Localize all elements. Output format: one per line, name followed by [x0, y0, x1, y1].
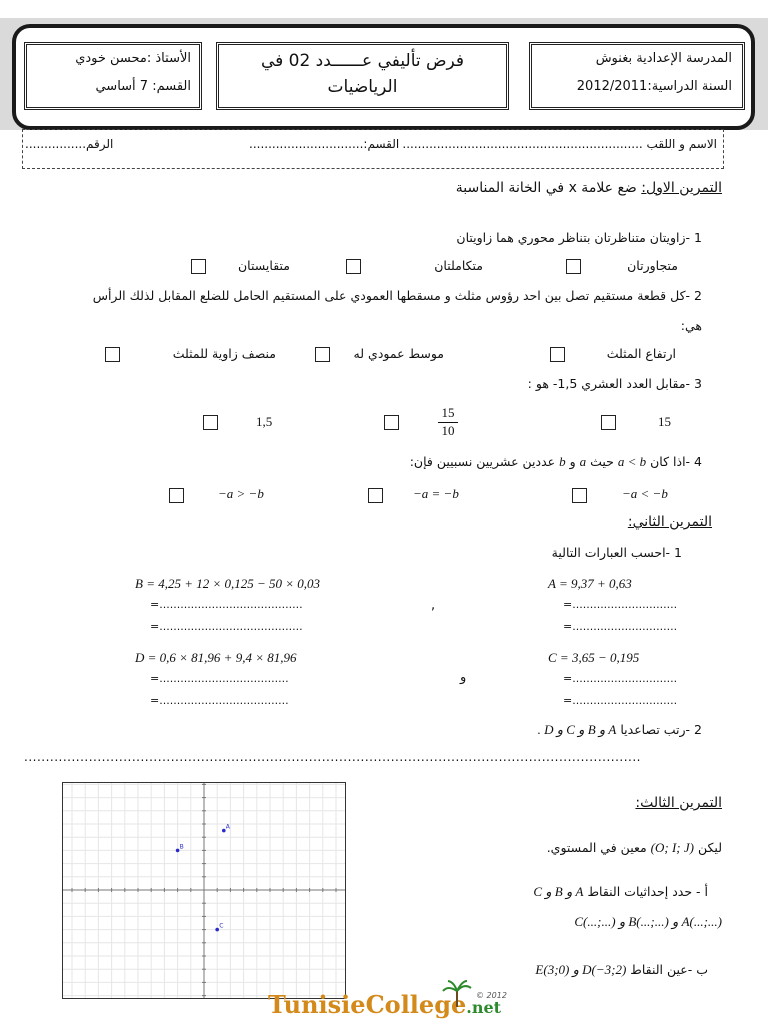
- expr-a: A = 9,37 + 0,63: [548, 576, 632, 591]
- ex3-intro-suffix: معين في المستوي.: [546, 840, 647, 855]
- school-year: السنة الدراسية:2012/2011: [576, 79, 732, 94]
- ex3-b-label: ب -عين النقاط: [630, 962, 708, 977]
- q4-option-3: −a > −b: [218, 486, 264, 501]
- exam-title-line1: فرض تأليفي عــــــدد 02 في: [260, 51, 465, 71]
- ex1-heading: [456, 180, 722, 196]
- ex3-a-answer[interactable]: C(...;...) و B(...;...) و A(...;...): [574, 914, 722, 929]
- ex1-q1: 1 -زاويتان متناظرتان بتناظر محوري هما زاويتان: [456, 230, 702, 245]
- coordinate-grid: [62, 782, 346, 999]
- q3-option-3: 1,5: [256, 414, 273, 429]
- q1-option-1: متجاورتان: [627, 258, 678, 273]
- q4-option-2: −a = −b: [413, 486, 459, 501]
- expr-d: D = 0,6 × 81,96 + 9,4 × 81,96: [135, 650, 297, 665]
- q3-fraction-numerator: 15: [441, 405, 455, 420]
- expr-b-blank-2[interactable]: =.........................................: [150, 620, 303, 633]
- ex3-intro-frame: (O; I; J): [650, 840, 695, 855]
- q2-option-3: منصف زاوية للمثلث: [172, 346, 276, 361]
- point-label-b: B: [179, 843, 184, 851]
- q4-condition: a < b: [617, 454, 647, 469]
- q1-option-3: متقايستان: [238, 258, 290, 273]
- q4-checkbox-3[interactable]: [169, 488, 184, 503]
- expr-b: B = 4,25 + 12 × 0,125 − 50 × 0,03: [135, 576, 321, 591]
- q4-var-b: b: [559, 454, 566, 469]
- class-level: القسم: 7 أساسي: [95, 79, 191, 94]
- ex1-q2-line2: هي:: [680, 318, 702, 333]
- q3-fraction: [438, 405, 458, 439]
- ex1-instruction: ضع علامة x في الخانة المناسبة: [455, 180, 642, 196]
- q1-option-2: متكاملتان: [434, 258, 483, 273]
- ex2-title: التمرين الثاني:: [627, 514, 712, 530]
- ex2-q2: [538, 722, 702, 738]
- ex3-b-points: D(−3;2) و E(3;0): [535, 962, 627, 977]
- q3-checkbox-3[interactable]: [203, 415, 218, 430]
- watermark-text-2: College: [365, 990, 467, 1019]
- point-label-a: A: [225, 823, 230, 831]
- q4-checkbox-2[interactable]: [368, 488, 383, 503]
- q3-checkbox-2[interactable]: [384, 415, 399, 430]
- student-info-box: [22, 129, 724, 169]
- teacher-box: [24, 42, 202, 110]
- watermark-year: © 2012: [476, 991, 507, 1000]
- school-name: المدرسة الإعدادية بغنوش: [595, 51, 732, 66]
- q1-checkbox-1[interactable]: [566, 259, 581, 274]
- separator-and: و: [460, 670, 467, 685]
- ex3-intro-prefix: ليكن: [698, 840, 722, 855]
- q1-checkbox-3[interactable]: [191, 259, 206, 274]
- point-label-c: C: [219, 922, 224, 930]
- palm-tree-icon: [442, 979, 472, 1009]
- title-box: [216, 42, 509, 110]
- student-class-field[interactable]: القسم:..............................: [249, 137, 400, 151]
- ex1-title: التمرين الاول:: [641, 180, 722, 196]
- separator-comma: ,: [431, 598, 436, 613]
- section-separator: ...............................................................................................................................................: [24, 750, 641, 764]
- q2-option-1: ارتفاع المثلث: [606, 346, 676, 361]
- q2-order-prefix: 2 -رتب تصاعديا: [620, 722, 702, 737]
- expr-b-blank-1[interactable]: =.........................................: [150, 598, 303, 611]
- teacher-name: الأستاذ :محسن خودي: [75, 51, 191, 66]
- ex3-a-label: أ - حدد إحداثيات النقاط: [587, 884, 708, 899]
- ex3-a-points: A و B و C: [533, 884, 584, 899]
- student-name-field[interactable]: الاسم و اللقب ...............................................................: [402, 137, 717, 151]
- watermark-text-3: .net: [466, 998, 502, 1017]
- grid-svg: [63, 783, 345, 998]
- expr-d-blank-1[interactable]: =.....................................: [150, 672, 289, 685]
- q1-checkbox-2[interactable]: [346, 259, 361, 274]
- ex3-part-a: [533, 884, 708, 900]
- school-box: [529, 42, 745, 110]
- exam-title-line2: الرياضيات: [327, 77, 398, 97]
- q4-checkbox-1[interactable]: [572, 488, 587, 503]
- q2-checkbox-1[interactable]: [550, 347, 565, 362]
- q3-checkbox-1[interactable]: [601, 415, 616, 430]
- q4-prefix: 4 -اذا كان: [650, 454, 702, 469]
- ex3-intro: [547, 840, 722, 856]
- expr-c-blank-1[interactable]: =..............................: [563, 672, 678, 685]
- q2-order-letters: A و B و C و D .: [537, 722, 617, 737]
- expr-d-blank-2[interactable]: =.....................................: [150, 694, 289, 707]
- expr-c: C = 3,65 − 0,195: [548, 650, 640, 665]
- q3-option-1: 15: [658, 414, 671, 429]
- q2-option-2: موسط عمودي له: [353, 346, 444, 361]
- ex2-q1: 1 -احسب العبارات التالية: [551, 545, 682, 560]
- q2-checkbox-3[interactable]: [105, 347, 120, 362]
- student-number-field[interactable]: الرقم................: [25, 137, 114, 151]
- ex1-q4: [410, 454, 702, 470]
- expr-a-blank-1[interactable]: =..............................: [563, 598, 678, 611]
- ex1-q3: 3 -مقابل العدد العشري 1,5- هو :: [527, 376, 702, 391]
- q4-mid: حيث: [590, 454, 614, 469]
- ex3-part-b: [535, 962, 708, 978]
- q4-and: و: [569, 454, 576, 469]
- q3-fraction-denominator: 10: [438, 422, 458, 439]
- expr-c-blank-2[interactable]: =..............................: [563, 694, 678, 707]
- q2-checkbox-2[interactable]: [315, 347, 330, 362]
- expr-a-blank-2[interactable]: =..............................: [563, 620, 678, 633]
- q4-option-1: −a < −b: [622, 486, 668, 501]
- watermark-text-1: Tunisie: [268, 990, 366, 1019]
- ex1-q2-line1: 2 -كل قطعة مستقيم تصل بين احد رؤوس مثلث و مسقطها العمودي على المستقيم الحامل للضلع المقابل لذلك الرأس: [92, 288, 702, 303]
- ex3-title: التمرين الثالث:: [635, 795, 722, 811]
- q4-var-a: a: [579, 454, 587, 469]
- header-frame: [12, 24, 755, 130]
- q4-suffix: عددين عشريين نسبيين فإن:: [409, 454, 556, 469]
